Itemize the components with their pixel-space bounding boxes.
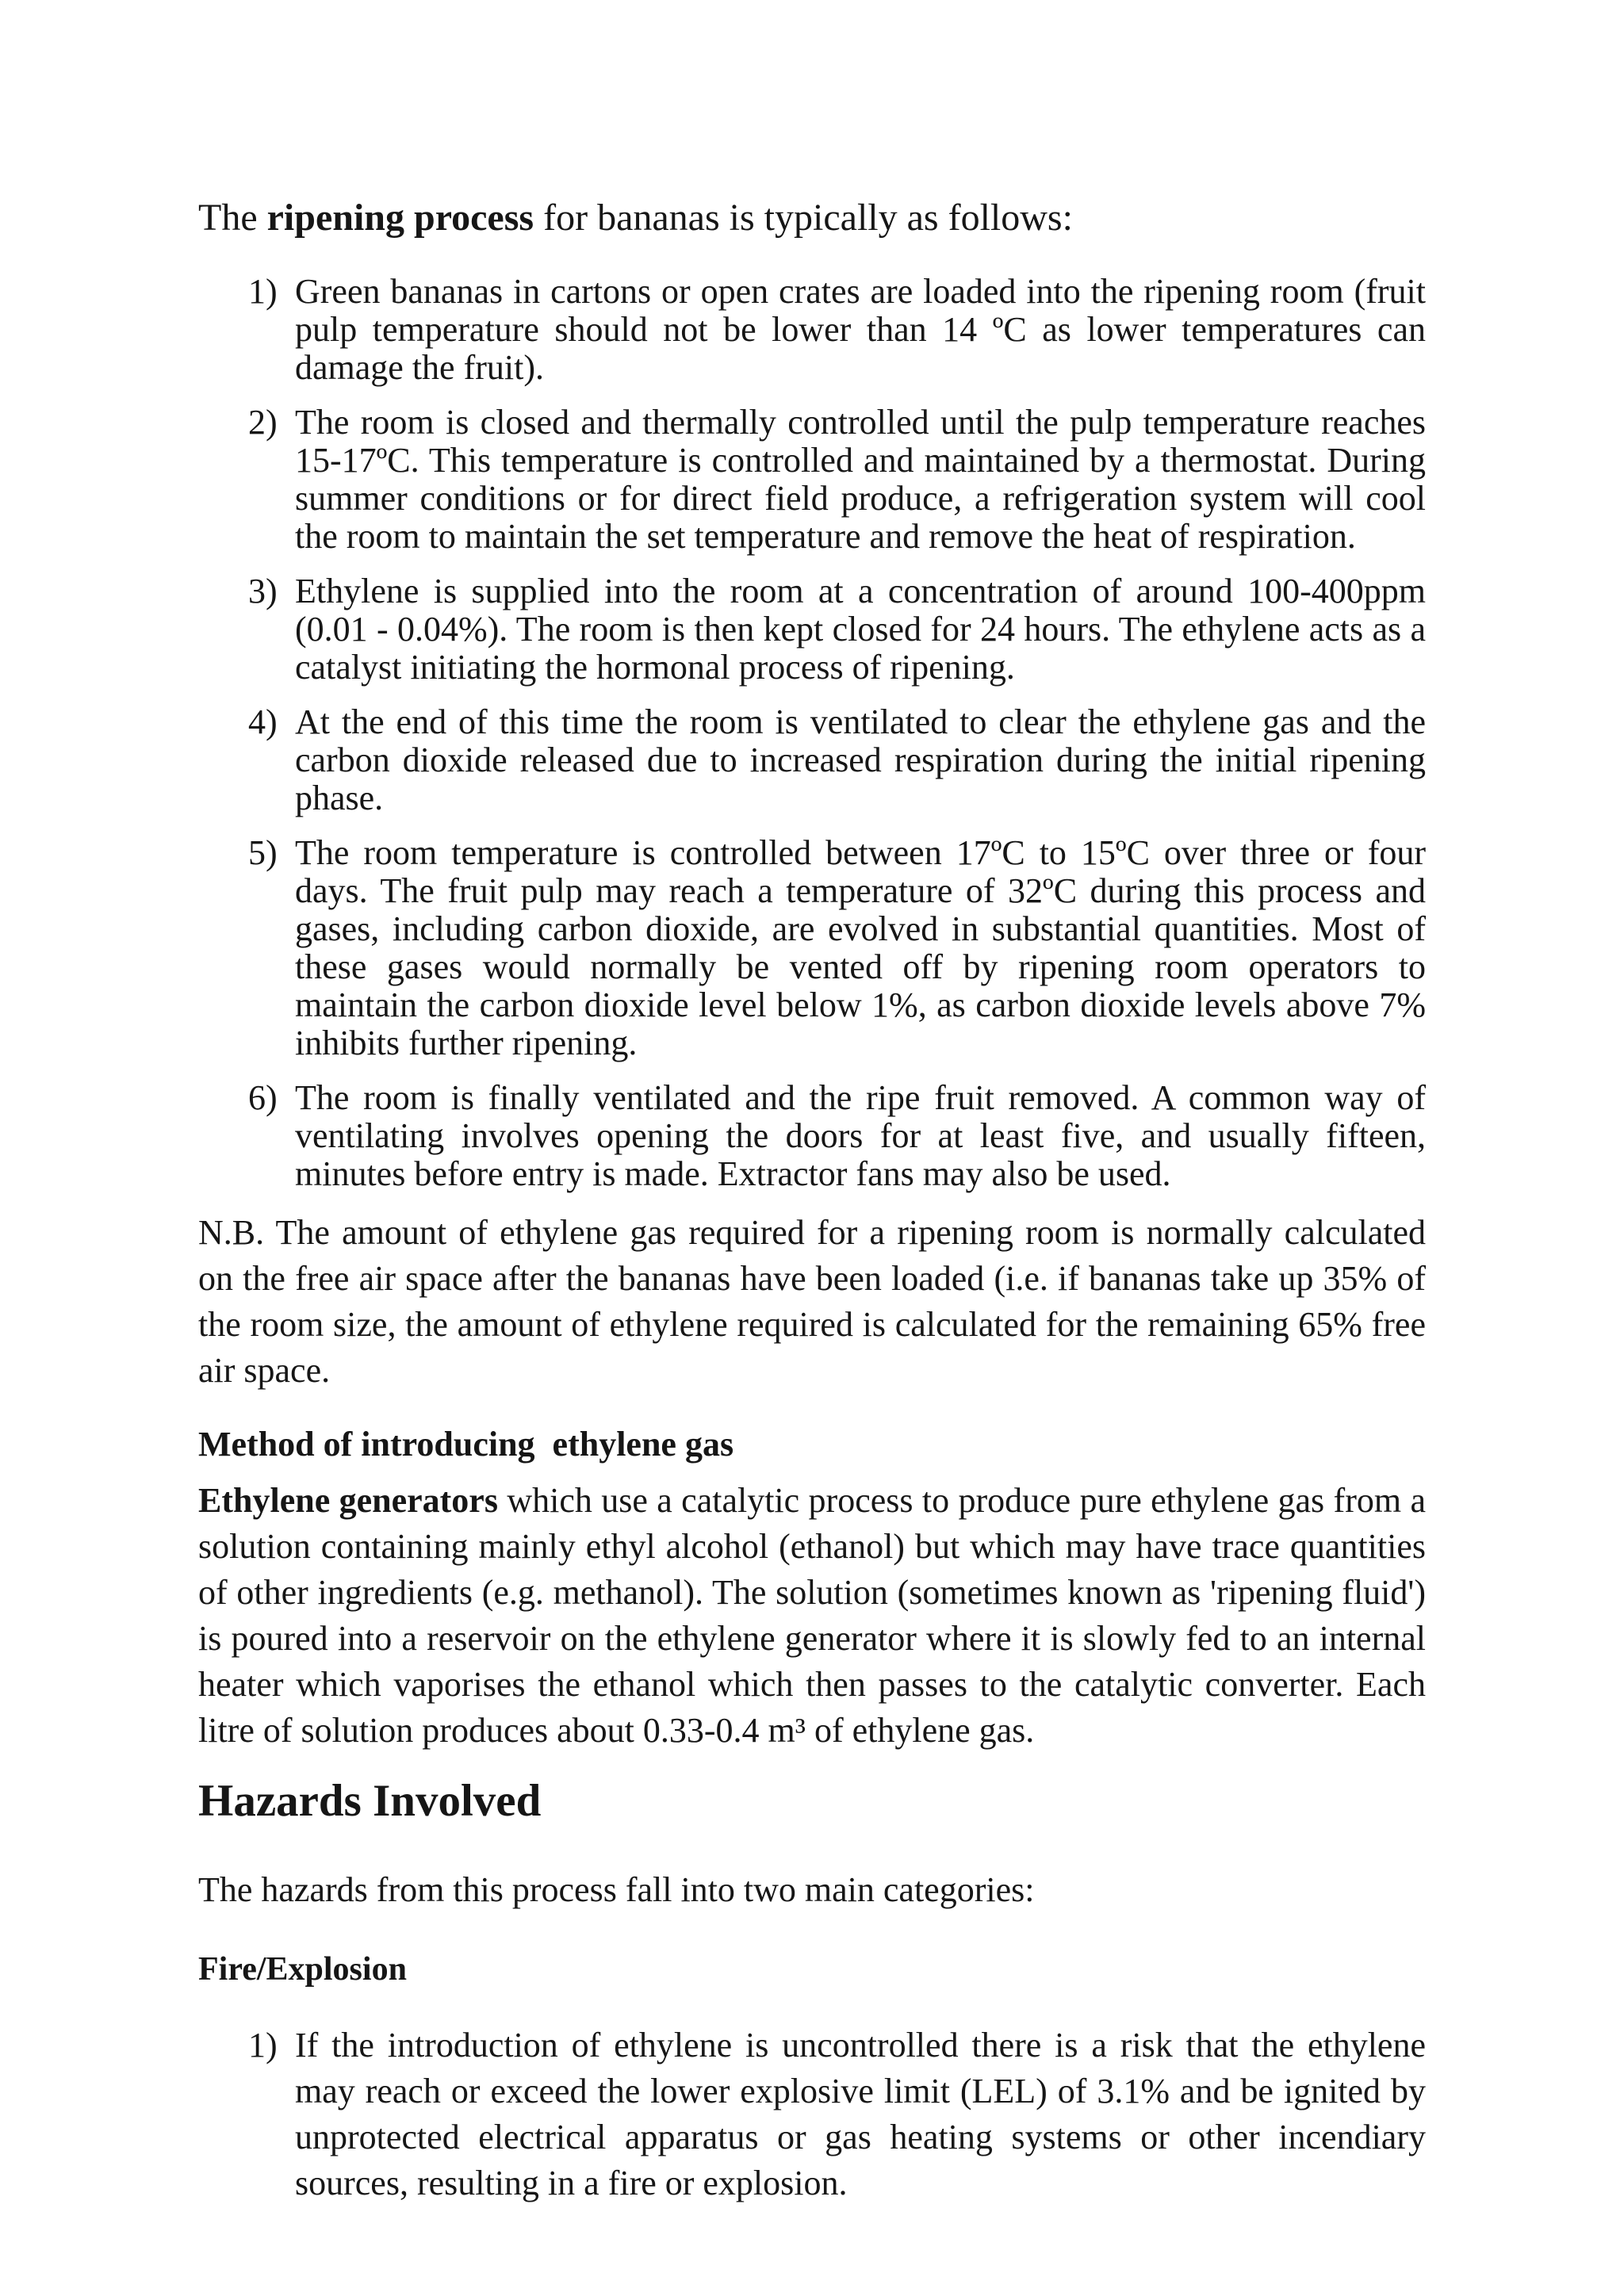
list-item [198,2022,1426,2206]
method-paragraph-lead-bold: Ethylene generators [198,1481,498,1521]
hazards-heading: Hazards Involved [198,1776,542,1827]
list-item [198,703,1426,817]
method-paragraph [198,1478,1426,1754]
list-item [198,404,1426,556]
list-item-number: 2) [248,402,278,442]
list-item [198,273,1426,387]
list-item-text: At the end of this time the room is ventilated to clear the ethylene gas and the carbon dioxide released due to increased respiration during the initial ripening phase. [295,702,1426,817]
list-item-number: 3) [248,571,278,610]
fire-explosion-subheading: Fire/Explosion [198,1950,407,1988]
title-text-pre: The [198,197,267,239]
fire-hazard-list [198,2022,1426,2206]
list-item-number: 5) [248,832,278,872]
list-item-number: 4) [248,702,278,741]
list-item-text: Green bananas in cartons or open crates are loaded into the ripening room (fruit pulp temperature should not be lower than 14 ºC as lower temperatures can damage the fruit). [295,271,1426,387]
list-item [198,572,1426,687]
page-title [198,195,1426,241]
ripening-steps-list [198,273,1426,1193]
method-heading: Method of introducing ethylene gas [198,1424,734,1464]
method-paragraph-body: which use a catalytic process to produce pure ethylene gas from a solution containing mainly ethyl alcohol (ethanol) but which may have trace quantities of other ingredients (e.g. methanol). The solution (sometimes known as 'ripening fluid') is poured into a reservoir on the ethylene generator where it is slowly fed to an internal heater which vaporises the ethanol which then passes to the catalytic converter. Each litre of solution produces about 0.33-0.4 m³ of ethylene gas. [198,1481,1426,1751]
list-item [198,1079,1426,1193]
list-item-number: 6) [248,1077,278,1117]
list-item-text: The room temperature is controlled between 17ºC to 15ºC over three or four days. The fruit pulp may reach a temperature of 32ºC during this process and gases, including carbon dioxide, are evolved in substantial quantities. Most of these gases would normally be vented off by ripening room operators to maintain the carbon dioxide level below 1%, as carbon dioxide levels above 7% inhibits further ripening. [295,832,1426,1062]
list-item-text: The room is closed and thermally controlled until the pulp temperature reaches 15-17ºC. This temperature is controlled and maintained by a thermostat. During summer conditions or for direct field produce, a refrigeration system will cool the room to maintain the set temperature and remove the heat of respiration. [295,402,1426,556]
list-item-text: Ethylene is supplied into the room at a concentration of around 100-400ppm (0.01 - 0.04%). The room is then kept closed for 24 hours. The ethylene acts as a catalyst initiating the hormonal process of ripening. [295,571,1426,687]
nb-paragraph: N.B. The amount of ethylene gas required for a ripening room is normally calculated on the free air space after the bananas have been loaded (i.e. if bananas take up 35% of the room size, the amount of ethylene required is calculated for the remaining 65% free air space. [198,1212,1426,1390]
list-item-text: The room is finally ventilated and the ripe fruit removed. A common way of ventilating involves opening the doors for at least five, and usually fifteen, minutes before entry is made. Extractor fans may also be used. [295,1077,1426,1193]
title-text-bold: ripening process [266,197,534,239]
list-item [198,834,1426,1062]
hazards-intro: The hazards from this process fall into two main categories: [198,1869,1035,1909]
list-item-number: 1) [248,271,278,311]
list-item-number: 1) [248,2026,278,2065]
title-text-post: for bananas is typically as follows: [534,197,1073,239]
list-item-text: If the introduction of ethylene is uncontrolled there is a risk that the ethylene may reach or exceed the lower explosive limit (LEL) of 3.1% and be ignited by unprotected electrical apparatus or gas heating systems or other incendiary sources, resulting in a fire or explosion. [295,2026,1426,2203]
